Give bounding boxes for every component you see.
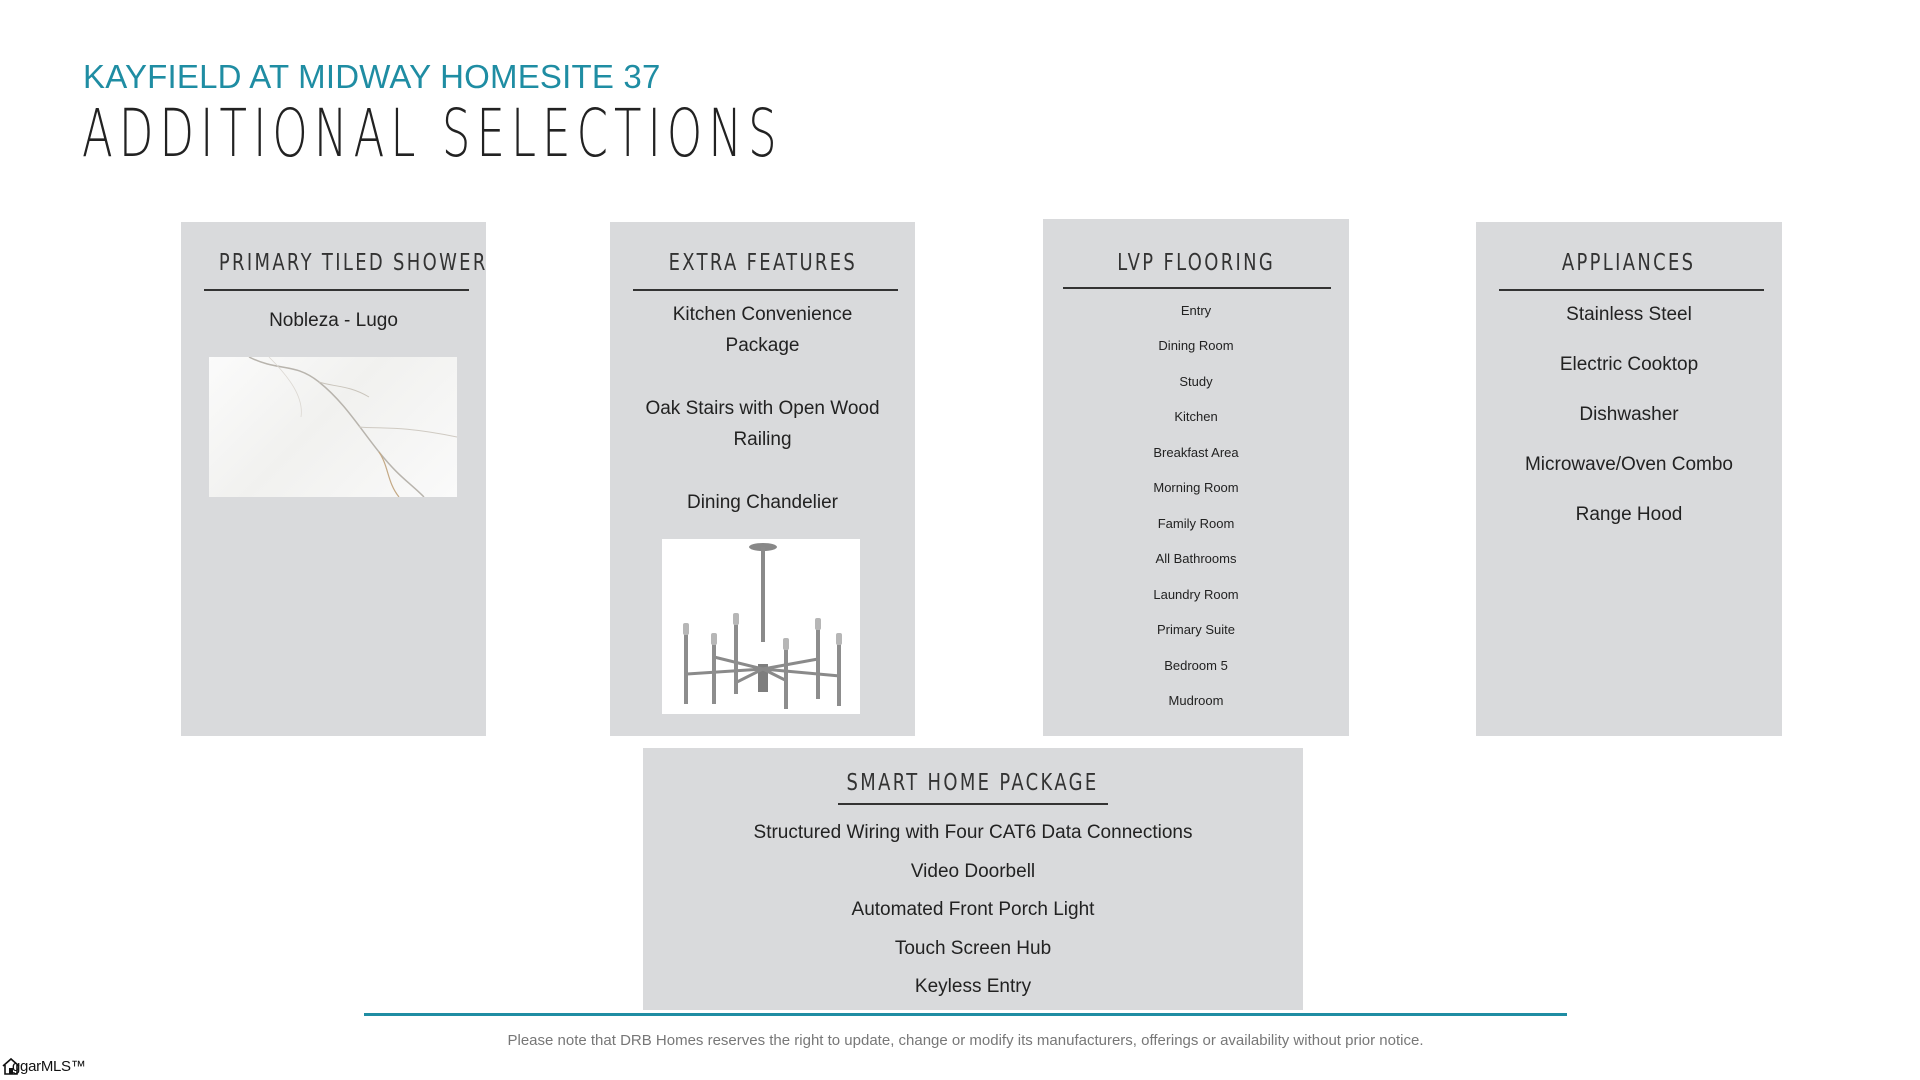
heading-divider [633,289,898,291]
list-item: Primary Suite [1156,622,1236,637]
list-item: Entry [1180,303,1212,318]
footer-divider [364,1013,1567,1016]
disclaimer-text: Please note that DRB Homes reserves the right to update, change or modify its manufacturers, offerings or availability without prior notice. [507,1032,1424,1049]
list-item: Dishwasher [1579,404,1679,425]
card-heading-text: APPLIANCES [1562,250,1696,276]
card-appliances [1476,222,1782,736]
card-heading [1476,250,1782,276]
page-title: ADDITIONAL SELECTIONS [82,95,783,172]
card-heading [643,770,1303,796]
logo-text: ggarMLS™ [12,1058,86,1075]
list-item: Nobleza - Lugo [269,310,398,331]
list-item: Dining Chandelier [686,492,839,513]
card-heading [610,250,915,276]
heading-divider [204,289,469,291]
list-item: Morning Room [1153,480,1239,495]
heading-divider [838,803,1108,805]
card-primary-tiled-shower [181,222,486,736]
card-heading-text: SMART HOME PACKAGE [846,770,1100,796]
list-item: Touch Screen Hub [894,938,1052,959]
list-item: Automated Front Porch Light [851,899,1095,920]
heading-divider [1499,289,1764,291]
list-item: Laundry Room [1153,587,1239,602]
list-item: All Bathrooms [1155,551,1237,566]
list-item: Bedroom 5 [1164,658,1228,673]
card-extra-features [610,222,915,736]
card-heading [1043,250,1349,276]
list-item: Microwave/Oven Combo [1524,454,1734,475]
community-subtitle: KAYFIELD AT MIDWAY HOMESITE 37 [83,58,661,95]
mls-logo [0,1055,110,1080]
chandelier-image [662,539,860,714]
marble-texture-icon [209,357,457,497]
card-heading-text: EXTRA FEATURES [668,250,857,276]
list-item: Package [725,335,800,356]
list-item: Family Room [1157,516,1235,531]
list-item: Kitchen Convenience [672,304,853,325]
heading-divider [1063,287,1331,289]
card-lvp-flooring [1043,219,1349,736]
list-item: Stainless Steel [1566,304,1692,325]
list-item: Oak Stairs with Open Wood [645,398,880,419]
list-item: Video Doorbell [910,861,1036,882]
list-item: Dining Room [1158,338,1234,353]
list-item: Breakfast Area [1153,445,1239,460]
list-item: Structured Wiring with Four CAT6 Data Connections [753,822,1193,843]
list-item: Study [1179,374,1213,389]
list-item: Railing [733,429,792,450]
chandelier-icon [662,539,860,714]
card-heading-text: LVP FLOORING [1117,250,1275,276]
list-item: Electric Cooktop [1559,354,1699,375]
list-item: Range Hood [1575,504,1683,525]
list-item: Keyless Entry [914,976,1032,997]
tile-sample-image [209,357,457,497]
list-item: Mudroom [1168,693,1224,708]
card-smart-home-package [643,748,1303,1010]
list-item: Kitchen [1174,409,1218,424]
card-heading-text: PRIMARY TILED SHOWER [218,250,488,276]
card-heading [181,250,486,276]
